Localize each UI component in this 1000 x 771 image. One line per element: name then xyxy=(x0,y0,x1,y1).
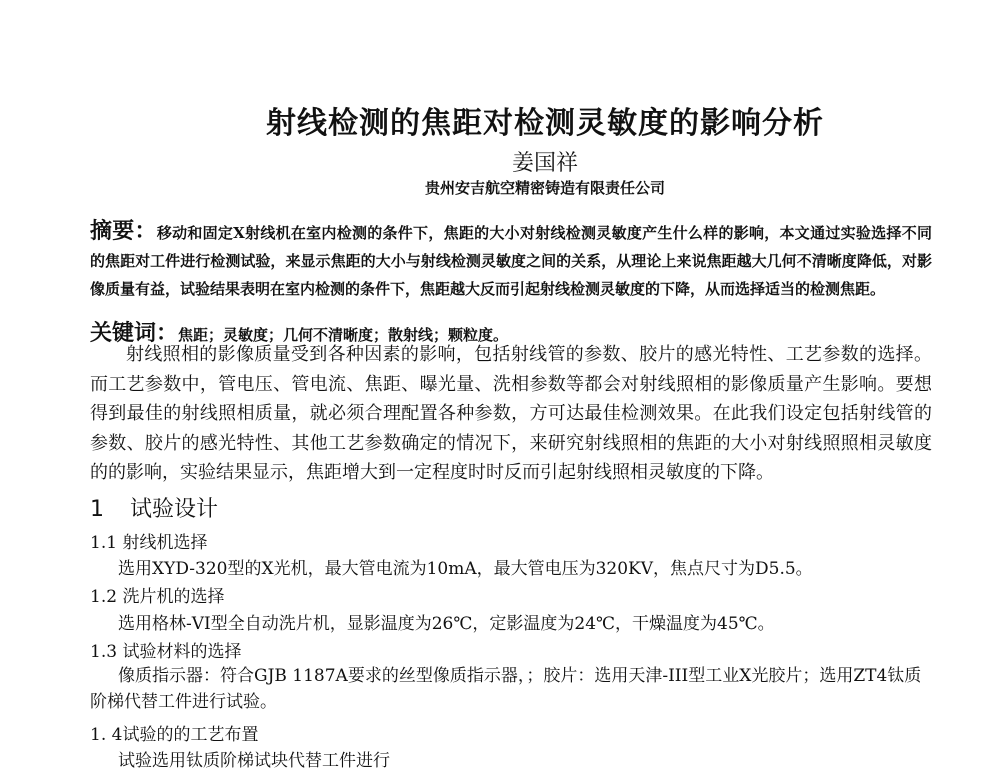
section-heading xyxy=(90,492,1000,523)
abstract xyxy=(90,218,932,303)
subsection-heading-1-4: 1. 4试验的的工艺布置 xyxy=(90,725,259,745)
subsection-text-1-1: 选用XYD-320型的X光机，最大管电流为10mA，最大管电压为320KV，焦点尺寸为D5.5。 xyxy=(118,559,813,579)
abstract-label: 摘要： xyxy=(90,219,157,244)
affiliation: 贵州安吉航空精密铸造有限责任公司 xyxy=(424,179,665,197)
subsection-text-1-3: 像质指示器：符合GJB 1187A要求的丝型像质指示器，；胶片：选用天津-III型工业X光胶片；选用ZT4钛质阶梯代替工件进行试验。 xyxy=(90,666,922,712)
subsection-text-1-2: 选用格林-VI型全自动洗片机，显影温度为26℃，定影温度为24℃，干燥温度为45℃。 xyxy=(118,614,775,634)
abstract-text: 移动和固定X射线机在室内检测的条件下，焦距的大小对射线检测灵敏度产生什么样的影响，本文通过实验选择不同的焦距对工件进行检测试验，来显示焦距的大小与射线检测灵敏度之间的关系，从理论上来说焦距越大几何不清晰度降低，对影像质量有益，试验结果表明在室内检测的条件下，焦距越大反而引起射线检测灵敏度的下降，从而选择适当的检测焦距。 xyxy=(90,224,932,298)
paper-title: 射线检测的焦距对检测灵敏度的影响分析 xyxy=(266,106,824,141)
section-title: 试验设计 xyxy=(130,497,219,522)
author-name: 姜国祥 xyxy=(511,151,578,176)
subsection-heading-1-3: 1.3 试验材料的选择 xyxy=(90,642,242,662)
section-number: 1 xyxy=(90,497,104,522)
intro-paragraph: 射线照相的影像质量受到各种因素的影响，包括射线管的参数、胶片的感光特性、工艺参数的选择。而工艺参数中，管电压、管电流、焦距、曝光量、洗相参数等都会对射线照相的影像质量产生影响。要想得到最佳的射线照相质量，就必须合理配置各种参数，方可达最佳检测效果。在此我们设定包括射线管的参数、胶片的感光特性、其他工艺参数确定的情况下，来研究射线照相的焦距的大小对射线照照相灵敏度的的影响，实验结果显示，焦距增大到一定程度时时反而引起射线照相灵敏度的下降。 xyxy=(90,344,932,483)
keywords-label: 关键词： xyxy=(90,321,179,346)
subsection-text-1-4: 试验选用钛质阶梯试块代替工件进行 xyxy=(118,751,390,771)
subsection-heading-1-2: 1.2 洗片机的选择 xyxy=(90,587,225,607)
keywords-text: 焦距；灵敏度；几何不清晰度；散射线；颗粒度。 xyxy=(178,326,509,344)
subsection-heading-1-1: 1.1 射线机选择 xyxy=(90,533,208,553)
